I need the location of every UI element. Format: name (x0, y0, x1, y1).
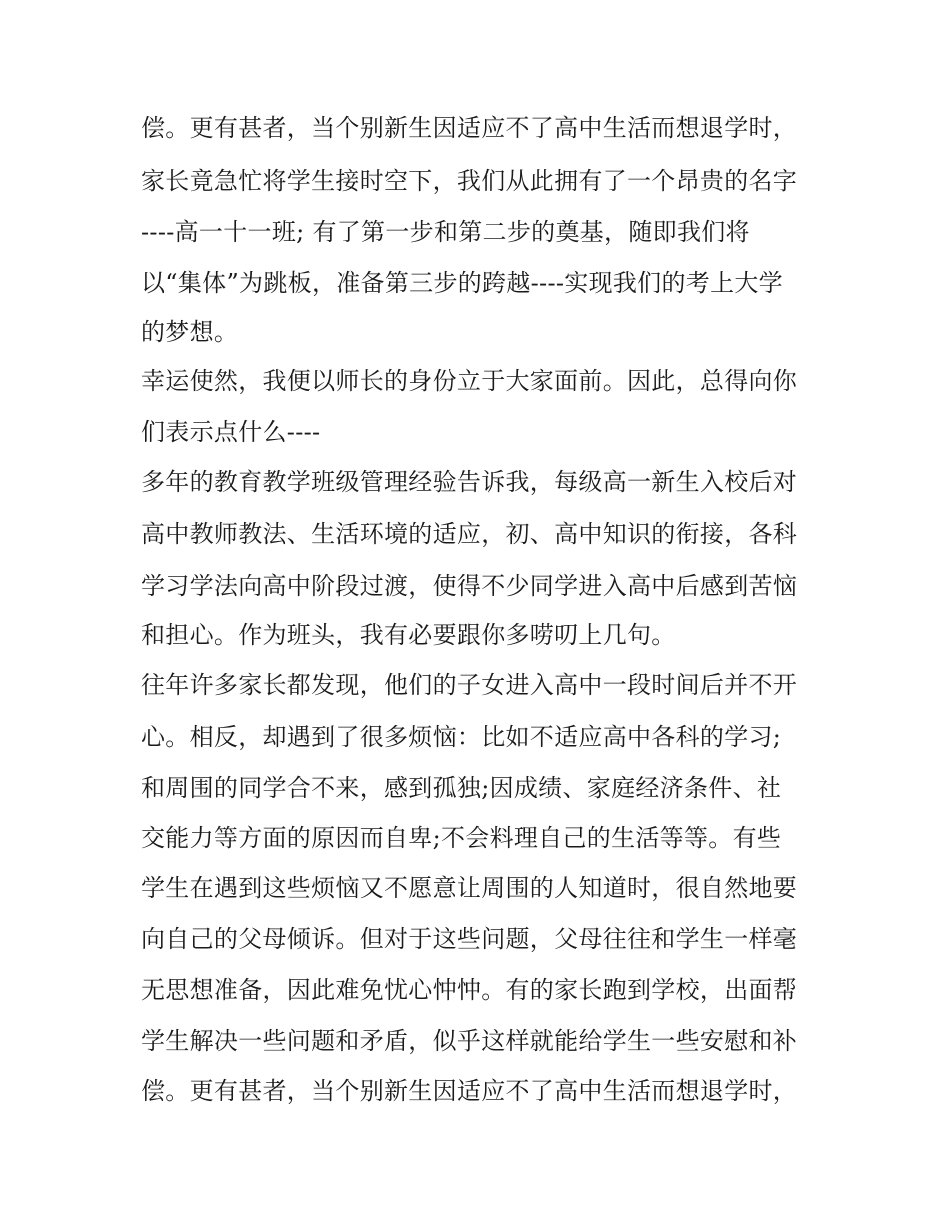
text-line: 心。相反，却遇到了很多烦恼：比如不适应高中各科的学习; (141, 723, 782, 751)
text-line: 偿。更有甚者，当个别新生因适应不了高中生活而想退学时， (141, 114, 798, 142)
text-line: 高中教师教法、生活环境的适应，初、高中知识的衔接，各科 (141, 520, 798, 548)
text-line: 们表示点什么---- (141, 418, 321, 446)
text-line: 学习学法向高中阶段过渡，使得不少同学进入高中后感到苦恼 (141, 572, 798, 600)
text-line: 和周围的同学合不来，感到孤独;因成绩、家庭经济条件、社 (141, 774, 782, 802)
text-line: 往年许多家长都发现，他们的子女进入高中一段时间后并不开 (141, 671, 798, 699)
text-line: 幸运使然，我便以师长的身份立于大家面前。因此，总得向你 (141, 367, 798, 395)
text-line: 多年的教育教学班级管理经验告诉我，每级高一新生入校后对 (141, 468, 798, 496)
text-line: 偿。更有甚者，当个别新生因适应不了高中生活而想退学时， (141, 1077, 798, 1105)
text-line: ----高一十一班; 有了第一步和第二步的奠基，随即我们将 (141, 218, 750, 246)
text-line: 向自己的父母倾诉。但对于这些问题，父母往往和学生一样毫 (141, 925, 798, 953)
text-line: 无思想准备，因此难免忧心忡忡。有的家长跑到学校，出面帮 (141, 976, 798, 1004)
text-line: 学生解决一些问题和矛盾，似乎这样就能给学生一些安慰和补 (141, 1027, 798, 1055)
text-line: 交能力等方面的原因而自卑;不会料理自己的生活等等。有些 (141, 824, 782, 852)
text-line: 和担心。作为班头，我有必要跟你多唠叨上几句。 (141, 621, 676, 649)
text-line: 以“集体”为跳板，准备第三步的跨越----实现我们的考上大学 (141, 269, 783, 297)
text-line: 的梦想。 (141, 318, 239, 346)
text-line: 家长竟急忙将学生接时空下，我们从此拥有了一个昂贵的名字 (141, 167, 798, 195)
text-line: 学生在遇到这些烦恼又不愿意让周围的人知道时，很自然地要 (141, 874, 798, 902)
